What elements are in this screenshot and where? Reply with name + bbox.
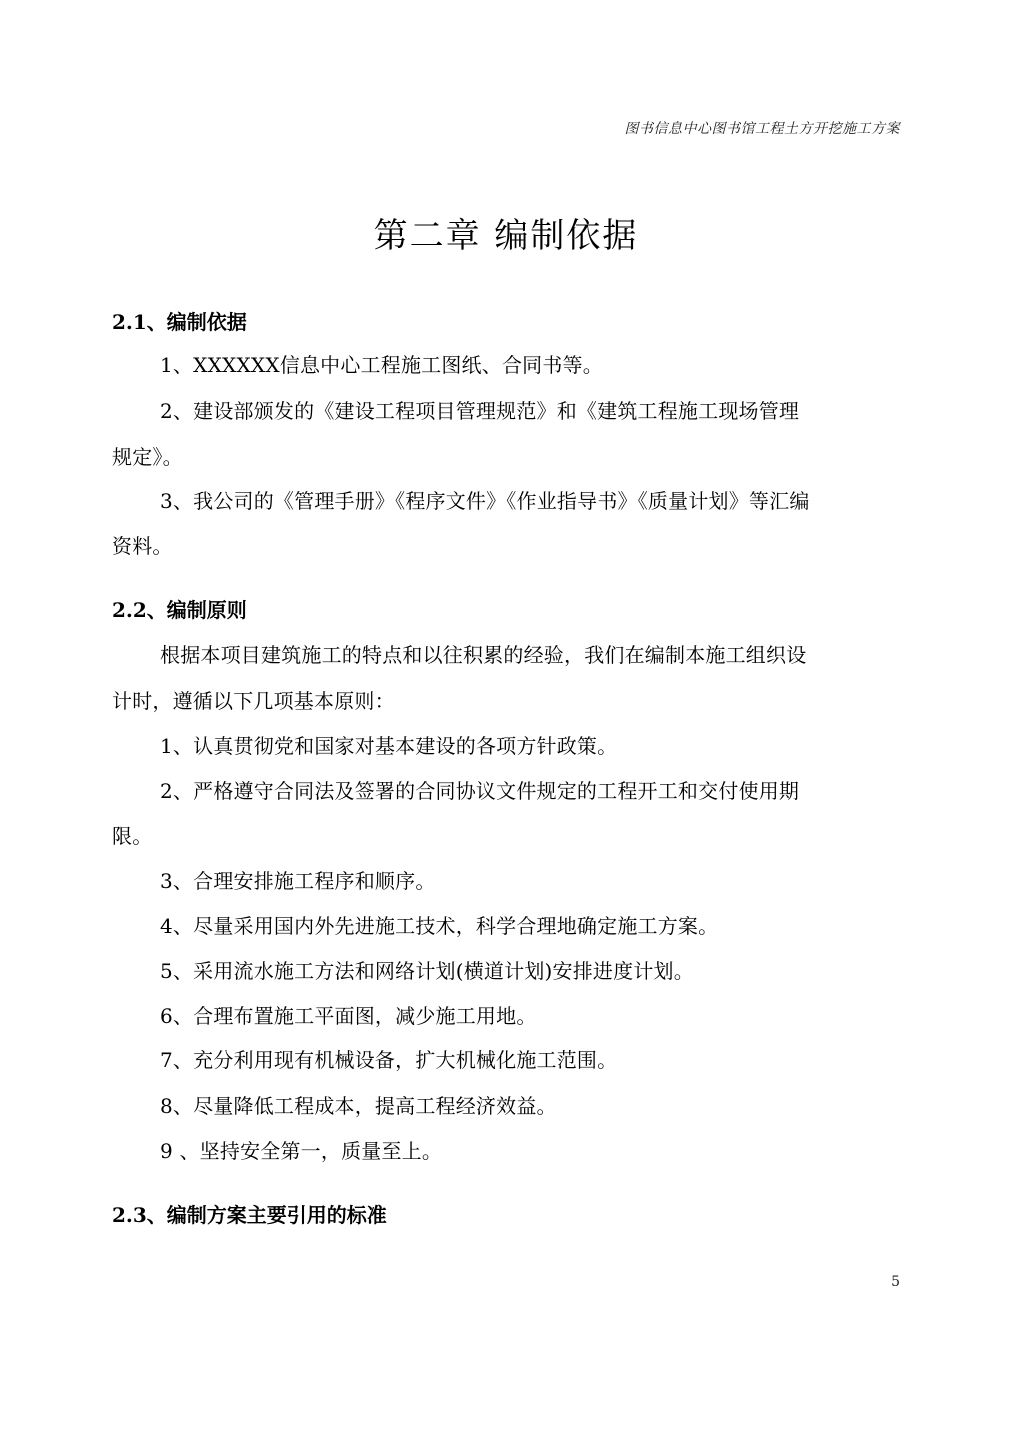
principle-item: 2、严格遵守合同法及签署的合同协议文件规定的工程开工和交付使用期 xyxy=(160,779,800,803)
paragraph-line: 资料。 xyxy=(112,534,173,558)
paragraph-line: 2、建设部颁发的《建设工程项目管理规范》和《建筑工程施工现场管理 xyxy=(160,399,800,423)
paragraph-line: 1、XXXXXX信息中心工程施工图纸、合同书等。 xyxy=(160,353,603,377)
principle-item: 9 、坚持安全第一，质量至上。 xyxy=(160,1139,443,1163)
section-heading-2-1: 2.1、编制依据 xyxy=(112,310,247,334)
paragraph-line: 3、我公司的《管理手册》《程序文件》《作业指导书》《质量计划》等汇编 xyxy=(160,489,810,513)
header-divider xyxy=(112,142,900,143)
principle-item: 4、尽量采用国内外先进施工技术，科学合理地确定施工方案。 xyxy=(160,914,719,938)
principle-item: 1、认真贯彻党和国家对基本建设的各项方针政策。 xyxy=(160,734,618,758)
principle-item: 6、合理布置施工平面图，减少施工用地。 xyxy=(160,1004,537,1028)
section-heading-2-3: 2.3、编制方案主要引用的标准 xyxy=(112,1203,387,1227)
paragraph-line: 计时，遵循以下几项基本原则： xyxy=(112,689,395,713)
paragraph-line: 根据本项目建筑施工的特点和以往积累的经验，我们在编制本施工组织设 xyxy=(160,643,807,667)
paragraph-line: 规定》。 xyxy=(112,445,183,469)
running-header: 图书信息中心图书馆工程土方开挖施工方案 xyxy=(624,121,900,137)
principle-item: 3、合理安排施工程序和顺序。 xyxy=(160,869,436,893)
principle-item: 8、尽量降低工程成本，提高工程经济效益。 xyxy=(160,1094,557,1118)
chapter-title: 第二章 编制依据 xyxy=(373,216,639,256)
principle-item: 5、采用流水施工方法和网络计划(横道计划)安排进度计划。 xyxy=(160,959,694,983)
section-heading-2-2: 2.2、编制原则 xyxy=(112,598,247,622)
page-number: 5 xyxy=(891,1274,900,1290)
paragraph-line: 限。 xyxy=(112,824,153,848)
principle-item: 7、充分利用现有机械设备，扩大机械化施工范围。 xyxy=(160,1048,618,1072)
